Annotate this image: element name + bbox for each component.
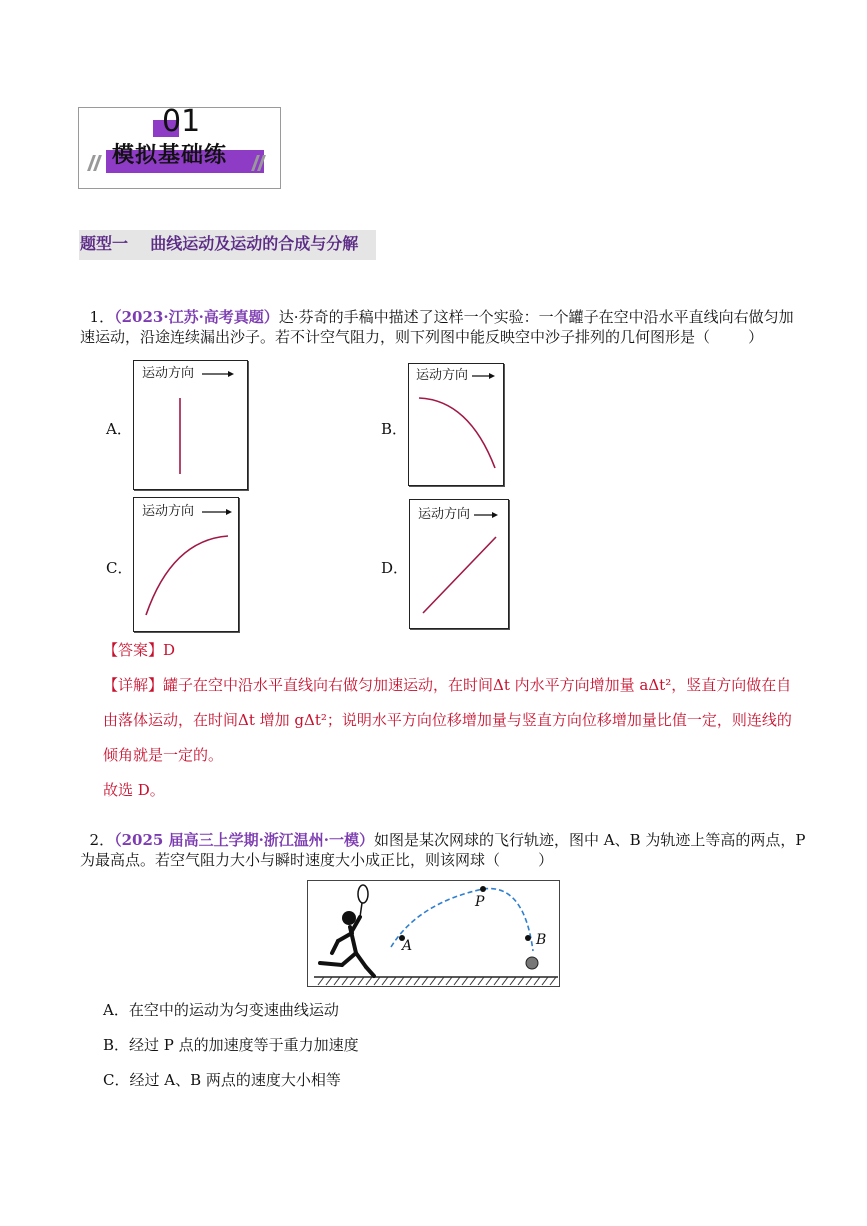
option-a-diagram [133,360,248,490]
option-b-graph [409,364,503,485]
detail-line-1: 【详解】罐子在空中沿水平直线向右做匀加速运动，在时间Δt 内水平方向增加量 aΔt²，竖直方向做在自 [103,676,792,694]
option-b-label: B． [381,420,408,438]
ground-hatch [318,977,556,985]
question-1-line-1 [80,295,794,325]
motion-direction-label: 运动方向 [142,366,195,381]
label-a: A [402,938,413,954]
question-source: （2023·江苏·高考真题） [114,308,279,326]
motion-direction-label: 运动方向 [142,504,195,519]
player-head [342,911,356,925]
answer: 【答案】D [103,641,176,659]
question-1-line-2: 速运动，沿途连续漏出沙子。若不计空气阻力，则下列图中能反映空中沙子排列的几何图形是（ ） [80,328,764,346]
section-title: 题型一 曲线运动及运动的合成与分解 [80,234,359,253]
point-b [525,935,531,941]
option-d-graph [410,500,508,628]
option-a-text: A．在空中的运动为匀变速曲线运动 [103,1001,339,1019]
conclusion: 故选 D。 [103,781,165,799]
arrow-head [226,509,232,515]
label-b: B [536,932,547,948]
question-source: （2025 届高三上学期·浙江温州·一模） [114,831,375,849]
point-p [480,886,486,892]
badge-number: 01 [162,104,201,139]
detail-line-3: 倾角就是一定的。 [103,746,224,764]
player-figure [320,917,374,976]
racket-handle [360,903,362,917]
arrow-head [228,371,234,377]
sand-curve [146,536,228,615]
question-number: 1． [89,308,115,326]
option-b-diagram [408,363,504,486]
question-2-line-1 [80,818,806,848]
question-stem: 如图是某次网球的飞行轨迹，图中 A、B 为轨迹上等高的两点，P [374,831,806,849]
sand-line [423,537,496,613]
option-c-diagram [133,497,239,632]
ball-trajectory [391,889,533,951]
option-b-text: B．经过 P 点的加速度等于重力加速度 [103,1036,359,1054]
question-stem: 达·芬奇的手稿中描述了这样一个实验：一个罐子在空中沿水平直线向右做匀加 [278,308,794,326]
option-a-label: A． [106,420,132,438]
detail-line-2: 由落体运动，在时间Δt 增加 gΔt²；说明水平方向位移增加量与竖直方向位移增加量比值一定，则连线的 [103,711,792,729]
arrow-head [489,373,495,379]
question-2-line-2: 为最高点。若空气阻力大小与瞬时速度大小成正比，则该网球（ ） [80,851,554,869]
arrow-head [492,512,498,518]
trajectory-drawing [308,881,559,986]
tennis-ball [526,957,538,969]
sand-curve [419,398,495,468]
motion-direction-label: 运动方向 [416,368,469,383]
option-c-label: C． [106,559,133,577]
label-p: P [475,894,485,910]
option-c-text: C．经过 A、B 两点的速度大小相等 [103,1071,341,1089]
tennis-trajectory-figure [307,880,560,987]
motion-direction-label: 运动方向 [418,507,471,522]
option-a-graph [134,361,247,489]
racket-head [358,885,368,903]
question-number: 2． [89,831,115,849]
option-c-graph [134,498,238,631]
badge-title: 模拟基础练 [112,143,228,168]
option-d-label: D． [381,559,409,577]
option-d-diagram [409,499,509,629]
